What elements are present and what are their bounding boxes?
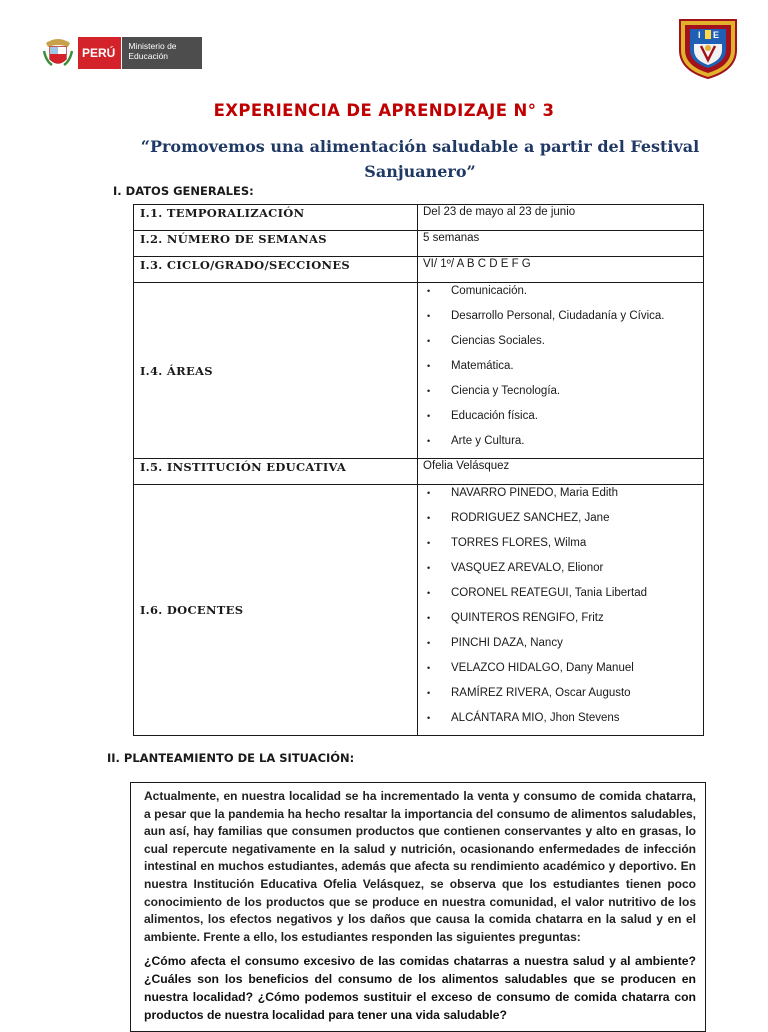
ministry-label: Ministerio de Educación [121, 37, 202, 69]
docentes-list-cell [418, 485, 704, 736]
areas-label: I.4. ÁREAS [134, 283, 418, 459]
guiding-questions: ¿Cómo afecta el consumo excesivo de las comidas chatarras a nuestra salud y al ambiente? ¿Cuáles son los beneficios del consumo de los alimentos saludables que se producen en nuestra localidad? ¿Cómo podemos sustituir el exceso de consumo de comida chatarra con productos de nuestra localidad para tener una vida saludable? [144, 954, 696, 1023]
row-value: Ofelia Velásquez [418, 459, 704, 485]
table-row [134, 231, 704, 257]
table-row-areas [134, 283, 704, 459]
list-item: • Educación física. [423, 408, 703, 433]
list-item: • ALCÁNTARA MIO, Jhon Stevens [423, 710, 703, 735]
row-label: I.3. CICLO/GRADO/SECCIONES [134, 257, 418, 283]
row-label: I.1. TEMPORALIZACIÓN [134, 205, 418, 231]
row-label: I.2. NÚMERO DE SEMANAS [134, 231, 418, 257]
list-item: • Desarrollo Personal, Ciudadanía y Cívica. [423, 308, 703, 333]
table-row [134, 205, 704, 231]
list-item: • RODRIGUEZ SANCHEZ, Jane [423, 510, 703, 535]
situation-box [130, 782, 706, 1032]
svg-text:I: I [698, 30, 701, 40]
list-item: • QUINTEROS RENGIFO, Fritz [423, 610, 703, 635]
table-row [134, 459, 704, 485]
list-item: • Ciencias Sociales. [423, 333, 703, 358]
list-item: • NAVARRO PINEDO, Maria Edith [423, 485, 703, 510]
areas-list [423, 283, 703, 458]
school-crest-icon [676, 16, 740, 80]
row-value: VI/ 1º/ A B C D E F G [418, 257, 704, 283]
situation-paragraph: Actualmente, en nuestra localidad se ha incrementado la venta y consumo de comida chatarra, a pesar que la pandemia ha hecho resaltar la importancia del consumo de alimentos saludables, aun así, hay familias que consumen productos que contienen conservantes y alto en grasas, lo cual repercute negativamente en la salud y nutrición, ocasionando enfermedades de infección intestinal en muchos estudiantes, además que afecta su rendimiento académico y deportivo. En nuestra Institución Educativa Ofelia Velásquez, se observa que los estudiantes tienen poco conocimiento de los productos que se produce en nuestra comunidad, el valor nutritivo de los alimentos, los efectos negativos y los daños que causa la comida chatarra en la salud y en el ambiente. Frente a ello, los estudiantes responden las siguientes preguntas: [144, 789, 696, 944]
list-item: • PINCHI DAZA, Nancy [423, 635, 703, 660]
list-item: • RAMÍREZ RIVERA, Oscar Augusto [423, 685, 703, 710]
list-item: • TORRES FLORES, Wilma [423, 535, 703, 560]
section-heading-planteamiento: II. PLANTEAMIENTO DE LA SITUACIÓN: [107, 751, 355, 765]
list-item: • CORONEL REATEGUI, Tania Libertad [423, 585, 703, 610]
table-row [134, 257, 704, 283]
page-title: EXPERIENCIA DE APRENDIZAJE N° 3 [213, 101, 555, 120]
minedu-logo [42, 37, 202, 69]
peru-label: PERÚ [78, 37, 121, 69]
table-row-docentes [134, 485, 704, 736]
svg-text:E: E [713, 30, 720, 40]
list-item: • Arte y Cultura. [423, 433, 703, 458]
areas-list-cell [418, 283, 704, 459]
list-item: • Ciencia y Tecnología. [423, 383, 703, 408]
row-value: Del 23 de mayo al 23 de junio [418, 205, 704, 231]
list-item: • VASQUEZ AREVALO, Elionor [423, 560, 703, 585]
experience-subtitle: “Promovemos una alimentación saludable a partir del Festival Sanjuanero” [140, 137, 700, 181]
row-label: I.5. INSTITUCIÓN EDUCATIVA [134, 459, 418, 485]
docentes-label: I.6. DOCENTES [134, 485, 418, 736]
datos-generales-table [133, 204, 704, 736]
list-item: • Matemática. [423, 358, 703, 383]
list-item: • Comunicación. [423, 283, 703, 308]
peru-coat-of-arms-icon [42, 37, 74, 69]
section-heading-datos-generales: I. DATOS GENERALES: [113, 184, 254, 198]
row-value: 5 semanas [418, 231, 704, 257]
list-item: • VELAZCO HIDALGO, Dany Manuel [423, 660, 703, 685]
docentes-list [423, 485, 703, 735]
